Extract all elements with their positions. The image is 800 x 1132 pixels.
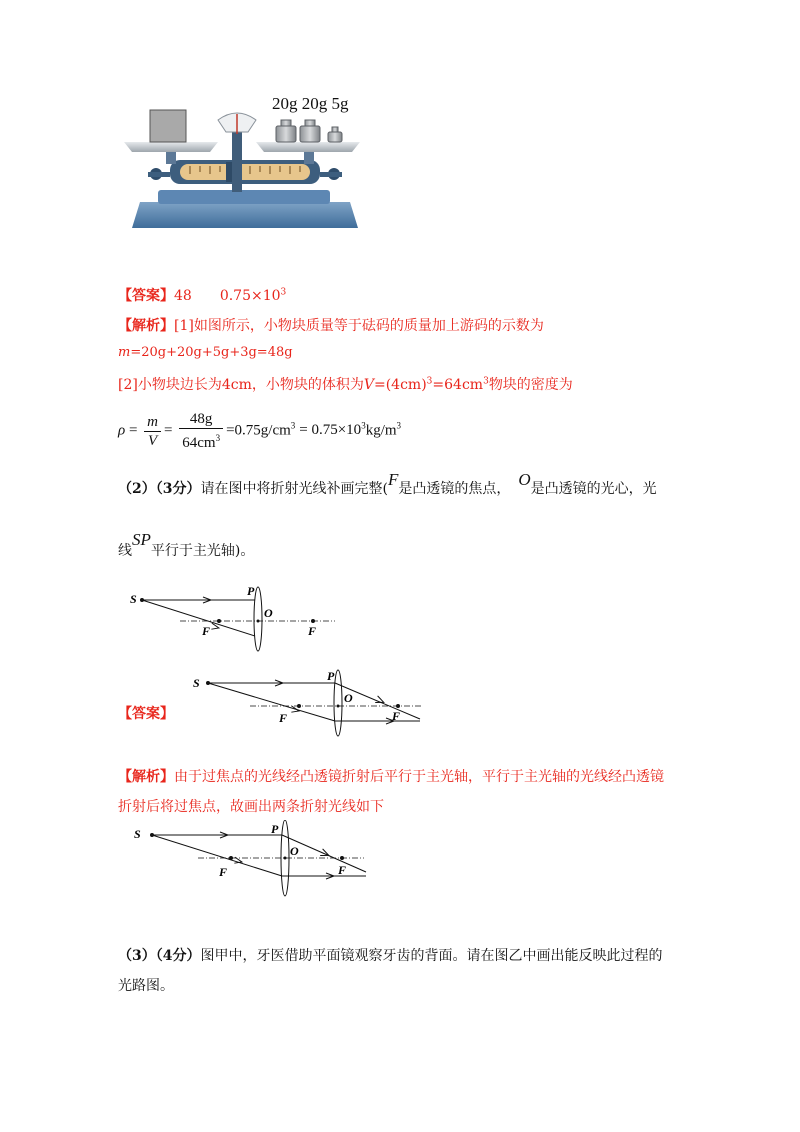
q2-stem-a: 请在图中将折射光线补画完整( xyxy=(200,481,388,497)
label-p: P xyxy=(271,822,279,836)
rho-symbol: ρ xyxy=(118,422,126,439)
label-o: O xyxy=(290,844,299,858)
result-a: =0.75g/cm xyxy=(226,422,291,439)
convex-lens xyxy=(254,587,262,651)
q2-answer-tag: 【答案】 xyxy=(118,706,174,722)
right-pan xyxy=(256,142,360,152)
point-s xyxy=(150,833,154,837)
var-F: F xyxy=(387,470,399,489)
analysis-tag: 【解析】 xyxy=(118,318,174,334)
q2-analysis-text-1: 由于过焦点的光线经凸透镜折射后平行于主光轴，平行于主光轴的光线经凸透镜 xyxy=(174,769,664,785)
q2-stem-c: 是凸透镜的光心，光 xyxy=(530,481,657,497)
frac2-den-exp: 3 xyxy=(215,433,221,443)
analysis-text-1: [1]如图所示，小物块质量等于砝码的质量加上游码的示数为 xyxy=(174,318,544,334)
point-f-right xyxy=(396,704,400,708)
q2-analysis-diagram xyxy=(128,820,368,902)
label-p: P xyxy=(247,584,255,598)
q2-points: （3分） xyxy=(155,481,201,497)
convex-lens xyxy=(334,670,342,736)
label-f-right: F xyxy=(308,624,317,638)
q2-stem-line-1 xyxy=(118,470,657,498)
weights-group xyxy=(276,120,342,142)
frac2-denominator: 64cm xyxy=(182,435,216,451)
fraction-values xyxy=(179,410,223,452)
answer-value-1: 48 xyxy=(174,288,192,304)
point-f-left xyxy=(217,619,221,623)
exp-2c: 3 xyxy=(483,376,489,387)
q1-mass-equation xyxy=(118,345,293,360)
result-c: kg/m xyxy=(365,422,397,439)
ray-through-f xyxy=(152,835,282,876)
analysis-text-2b: =(4cm) xyxy=(373,377,427,393)
q2-stem-e: 平行于主光轴)。 xyxy=(150,543,255,559)
point-f-left xyxy=(297,704,301,708)
var-O: O xyxy=(518,470,531,489)
point-f-right xyxy=(340,856,344,860)
point-s xyxy=(140,598,144,602)
q2-stem-line-2 xyxy=(118,530,255,560)
var-SP: SP xyxy=(132,530,151,549)
q1-analysis-2 xyxy=(118,374,573,394)
q2-analysis-1 xyxy=(118,766,664,786)
q2-stem-d: 线 xyxy=(118,543,132,559)
label-f-right: F xyxy=(338,863,347,877)
answer-value-2-exp: 3 xyxy=(280,287,287,298)
q1-analysis-1 xyxy=(118,315,544,335)
weights-label: 20g 20g 5g xyxy=(272,94,349,113)
q3-stem-line-2 xyxy=(118,975,174,995)
q2-number: （2） xyxy=(118,481,156,497)
result-b: = 0.75×10 xyxy=(299,422,362,439)
label-s: S xyxy=(193,676,200,690)
answer-tag: 【答案】 xyxy=(118,288,174,304)
label-o: O xyxy=(344,691,353,705)
q3-stem-line-1 xyxy=(118,945,663,965)
q2-answer-diagram xyxy=(188,666,423,740)
frac2-numerator: 48g xyxy=(179,410,223,429)
q3-number: （3） xyxy=(118,948,156,964)
result-c-exp: 3 xyxy=(396,420,402,431)
label-f-left: F xyxy=(202,624,211,638)
mass-equation: =20g+20g+5g+3g=48g xyxy=(130,345,293,360)
q2-analysis-tag: 【解析】 xyxy=(118,769,174,785)
q2-analysis-2 xyxy=(118,796,384,816)
result-b-exp: 3 xyxy=(361,420,366,431)
label-f-left: F xyxy=(279,711,288,725)
density-formula: ρ = $\frac{m}{V}$ = $\frac{48g}{64cm^3}$ $=0.75g/cm^3 = 0.75\times 10^3kg/m^3$ xyxy=(118,411,402,451)
analysis-text-2a: [2]小物块边长为4cm，小物块的体积为 xyxy=(118,377,364,393)
q3-stem-b: 光路图。 xyxy=(118,978,174,994)
q2-question-diagram xyxy=(125,583,340,655)
left-pan xyxy=(124,142,218,152)
exp-2b: 3 xyxy=(426,376,433,387)
q2-analysis-text-2: 折射后将过焦点，故画出两条折射光线如下 xyxy=(118,799,384,815)
ray-through-f xyxy=(208,683,335,721)
mass-var: m xyxy=(118,345,131,360)
fraction-m-over-v xyxy=(144,413,161,450)
analysis-text-2d: 物块的密度为 xyxy=(488,377,573,393)
frac1-denominator: V xyxy=(148,432,158,449)
label-s: S xyxy=(130,592,137,606)
answer-value-2: 0.75×10 xyxy=(219,288,281,304)
point-o xyxy=(284,857,287,860)
object-block xyxy=(150,110,186,142)
point-s xyxy=(206,681,210,685)
point-o xyxy=(337,705,340,708)
label-s: S xyxy=(134,827,141,841)
point-f-left xyxy=(229,856,233,860)
label-f-left: F xyxy=(219,865,228,879)
scale-base xyxy=(132,202,358,228)
frac1-numerator: m xyxy=(144,413,161,432)
label-f-right: F xyxy=(392,709,401,723)
point-o xyxy=(257,620,260,623)
analysis-text-2c: =64cm xyxy=(432,377,484,393)
point-f-right xyxy=(311,619,315,623)
q1-answer-line xyxy=(118,285,286,305)
result-a-exp: 3 xyxy=(290,420,296,431)
volume-var: V xyxy=(363,377,374,393)
q3-stem-a: 图甲中，牙医借助平面镜观察牙齿的背面。请在图乙中画出能反映此过程的 xyxy=(200,948,663,964)
label-o: O xyxy=(264,606,273,620)
q2-stem-b: 是凸透镜的焦点， xyxy=(398,481,511,497)
q3-points: （4分） xyxy=(155,948,201,964)
label-p: P xyxy=(327,669,335,683)
ray-through-f xyxy=(142,600,255,636)
